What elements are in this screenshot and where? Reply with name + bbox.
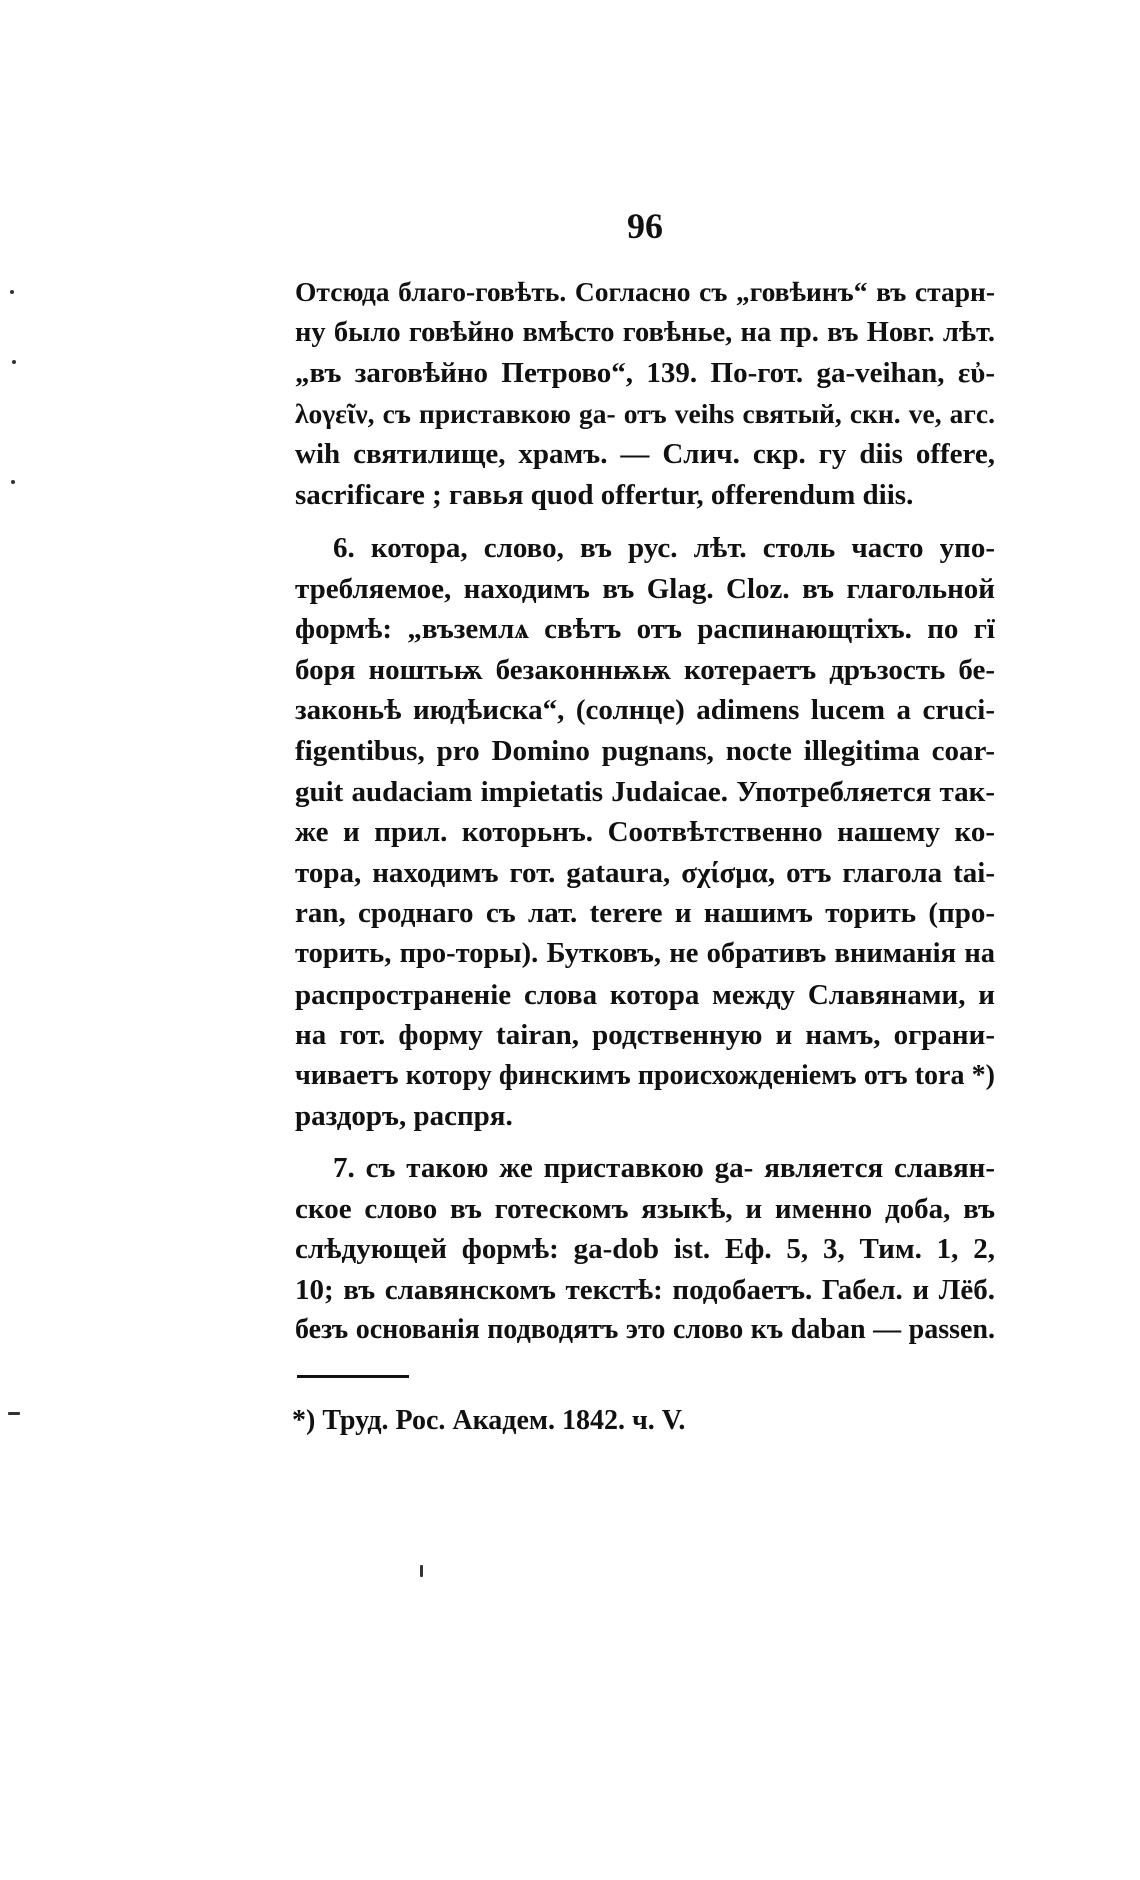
footnote: *) Труд. Рос. Академ. 1842. ч. V. (292, 1405, 686, 1436)
text-line: ское слово въ готескомъ языкѣ, и именно доба, въ (295, 1192, 995, 1225)
text-line: 10; въ славянскомъ текстѣ: подобаетъ. Габел. и Лёб. (295, 1273, 995, 1306)
text-line: законьѣ июдѣиска“, (солнце) adimens lucem a cruci- (295, 694, 995, 727)
text-line: формѣ: „въземлѧ свѣтъ отъ распинающтіхъ. по гї (295, 613, 995, 646)
text-line: Отсюда благо-говѣть. Согласно съ „говѣинъ“ въ старн- (295, 276, 995, 307)
text-line: ran, сроднаго съ лат. terere и нашимъ торить (про- (295, 897, 995, 930)
paragraph-3 (295, 1148, 995, 1351)
margin-speck (10, 290, 14, 294)
text-line: раздоръ, распря. (295, 1100, 513, 1133)
text-line: guit audaciam impietatis Judaicae. Употребляется так- (295, 775, 995, 808)
text-line: sacrificare ; гавья quod offertur, offerendum diis. (295, 478, 914, 511)
text-line: же и прил. которьнъ. Соотвѣтственно нашему ко- (295, 816, 995, 849)
text-line: λογεῖν, съ приставкою ga- отъ veihs святый, скн. ve, агс. (295, 397, 995, 429)
text-line: боря ноштьѭ безаконнѭѭ котераетъ дръзость бе- (295, 653, 995, 686)
text-line: слѣдующей формѣ: ga-dob ist. Еф. 5, 3, Тим. 1, 2, (295, 1233, 995, 1266)
text-line: 7. съ такою же приставкою ga- является славян- (333, 1152, 995, 1184)
text-line: ну было говѣйно вмѣсто говѣнье, на пр. въ Новг. лѣт. (295, 316, 995, 348)
margin-speck (12, 360, 16, 364)
text-line: распространеніе слова котора между Славянами, и (295, 978, 995, 1011)
text-line: 6. котора, слово, въ рус. лѣт. столь часто упо- (333, 532, 995, 564)
footnote-divider (297, 1375, 409, 1378)
text-line: тора, находимъ гот. gataura, σχίσμα, отъ глагола tai- (295, 856, 995, 889)
text-line: торить, про-торы). Бутковъ, не обративъ вниманія на (295, 937, 995, 969)
margin-speck (420, 1565, 423, 1577)
margin-speck (8, 1412, 20, 1415)
paragraph-1 (295, 272, 995, 516)
text-line: на гот. форму tairan, родственную и намъ, ограни- (295, 1019, 995, 1052)
page-number: 96 (627, 206, 663, 246)
text-line: wih святилище, храмъ. — Слич. скр. гу diis offere, (295, 438, 995, 471)
text-line: безъ основанія подводятъ это слово къ daban — passen. (295, 1314, 995, 1346)
text-line: „въ заговѣйно Петрово“, 139. По-гот. ga-veihan, εὐ- (295, 357, 995, 390)
paragraph-2 (295, 528, 995, 1137)
text-line: figentibus, pro Domino pugnans, nocte illegitima coar- (295, 734, 995, 767)
margin-speck (11, 480, 15, 484)
text-line: требляемое, находимъ въ Glag. Cloz. въ глагольной (295, 572, 995, 605)
text-line: чиваетъ котору финскимъ происхожденіемъ отъ tora *) (295, 1059, 995, 1091)
